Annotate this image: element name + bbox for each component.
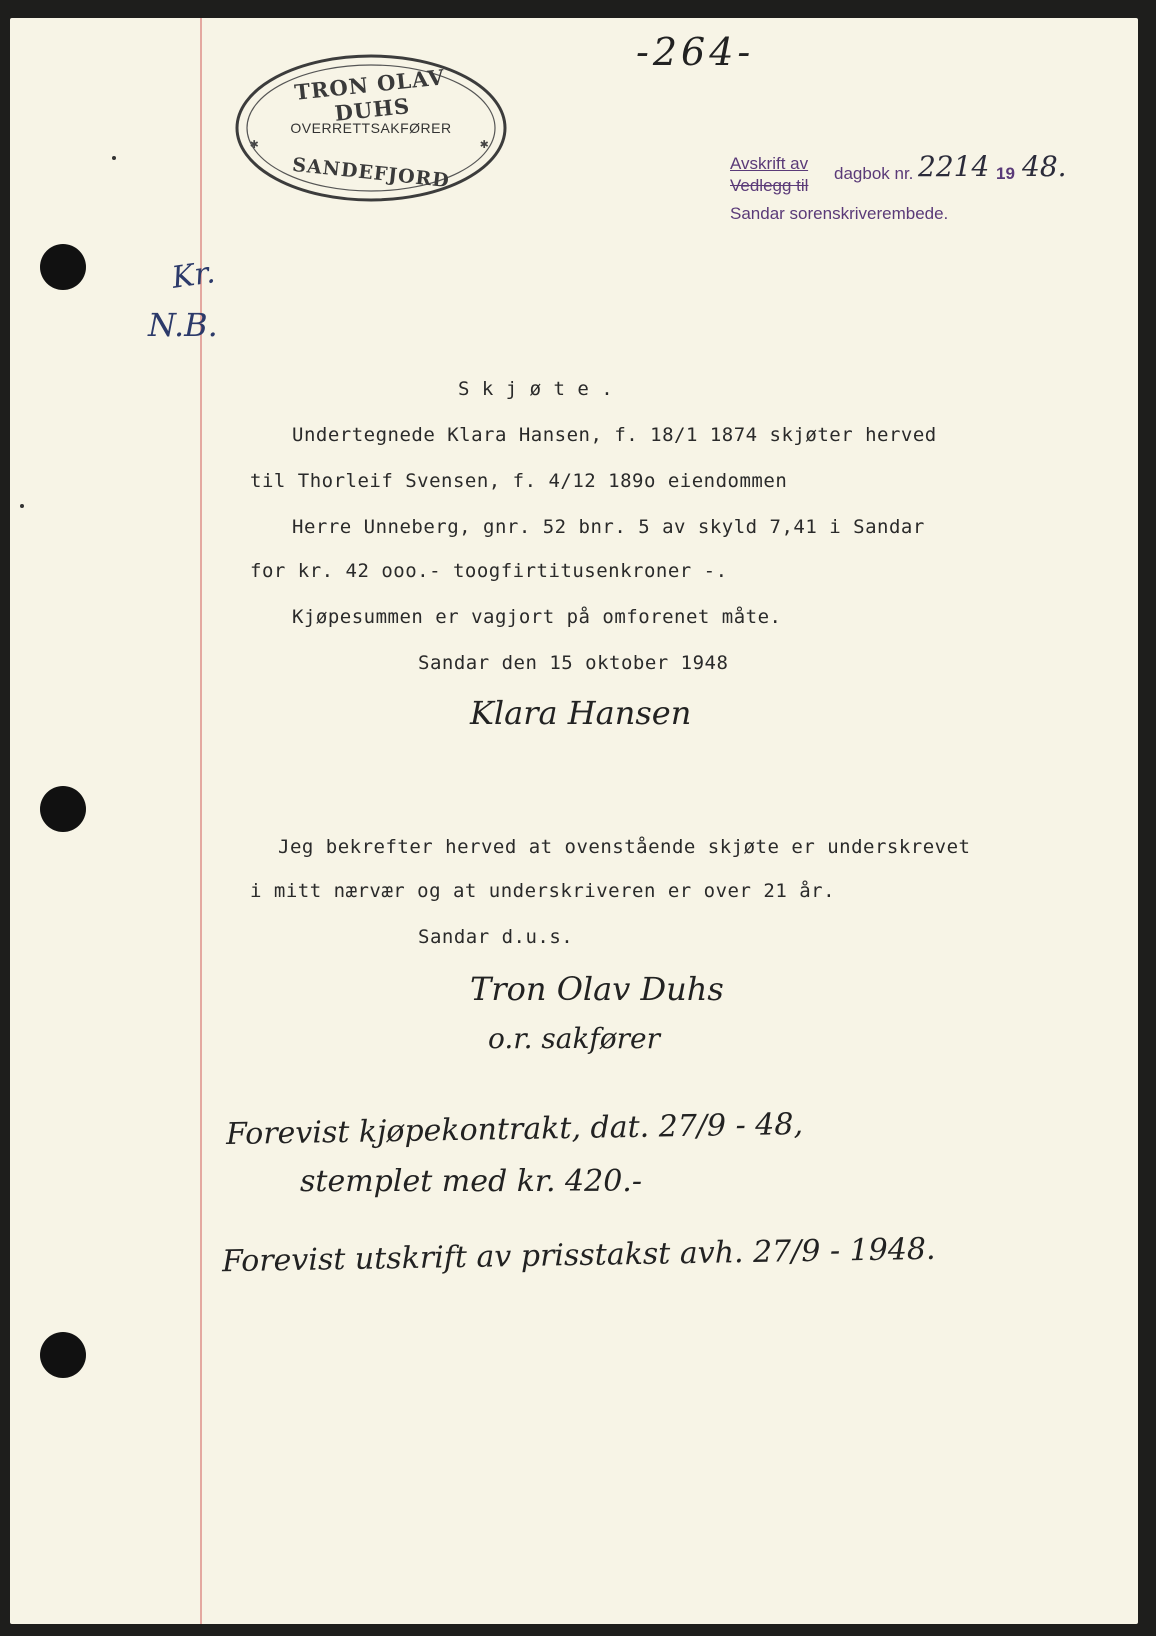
signature-klara-hansen: Klara Hansen: [470, 694, 692, 732]
svg-text:✱: ✱: [250, 136, 259, 152]
punch-hole-top: [40, 244, 86, 290]
stamp-year-prefix: 19: [996, 164, 1015, 183]
stamp-year: 48.: [1022, 150, 1067, 183]
signature-tron-olav-duhs: Tron Olav Duhs: [470, 970, 724, 1008]
handwritten-note: Forevist utskrift av prisstakst avh. 27/9 - 1948.: [221, 1231, 936, 1280]
confirmation-place: Sandar d.u.s.: [418, 926, 574, 948]
ink-speck: [112, 156, 116, 160]
ink-speck: [20, 504, 24, 508]
stamp-entry-number: 2214: [918, 150, 990, 183]
deed-title: S k j ø t e .: [458, 378, 614, 400]
deed-line: Kjøpesummen er vagjort på omforenet måte.: [292, 606, 782, 628]
stamp-title: OVERRETTSAKFØRER: [290, 120, 452, 136]
page-number: -264-: [636, 30, 755, 74]
signature-title: o.r. sakfører: [488, 1022, 660, 1055]
margin-note-line2: N.B.: [148, 306, 218, 344]
stamp-vedlegg-struck: Vedlegg til: [730, 176, 809, 195]
lawyer-stamp: [232, 50, 510, 206]
deed-line: til Thorleif Svensen, f. 4/12 189o eiendommen: [250, 470, 788, 492]
margin-note-line1: Kr.: [169, 255, 218, 296]
confirmation-line: i mitt nærvær og at underskriveren er over 21 år.: [250, 880, 836, 902]
deed-line: Herre Unneberg, gnr. 52 bnr. 5 av skyld 7,41 i Sandar: [292, 516, 925, 538]
deed-line: for kr. 42 ooo.- toogfirtitusenkroner -.: [250, 560, 728, 582]
confirmation-line: Jeg bekrefter herved at ovenstående skjøte er underskrevet: [278, 836, 971, 858]
punch-hole-bottom: [40, 1332, 86, 1378]
stamp-city: SANDEFJORD: [291, 153, 451, 193]
stamp-avskrift: Avskrift av: [730, 154, 809, 173]
stamp-name: TRON OLAV DUHS: [293, 64, 447, 126]
stamp-dagbok: dagbok nr.: [834, 164, 914, 183]
registry-stamp: [730, 150, 1130, 240]
handwritten-note: stemplet med kr. 420.-: [300, 1164, 642, 1199]
svg-text:✱: ✱: [480, 136, 489, 152]
stamp-office: Sandar sorenskriverembede.: [730, 204, 949, 223]
deed-line: Undertegnede Klara Hansen, f. 18/1 1874 skjøter herved: [292, 424, 937, 446]
punch-hole-middle: [40, 786, 86, 832]
deed-date: Sandar den 15 oktober 1948: [418, 652, 729, 674]
handwritten-note: Forevist kjøpekontrakt, dat. 27/9 - 48,: [225, 1106, 804, 1153]
